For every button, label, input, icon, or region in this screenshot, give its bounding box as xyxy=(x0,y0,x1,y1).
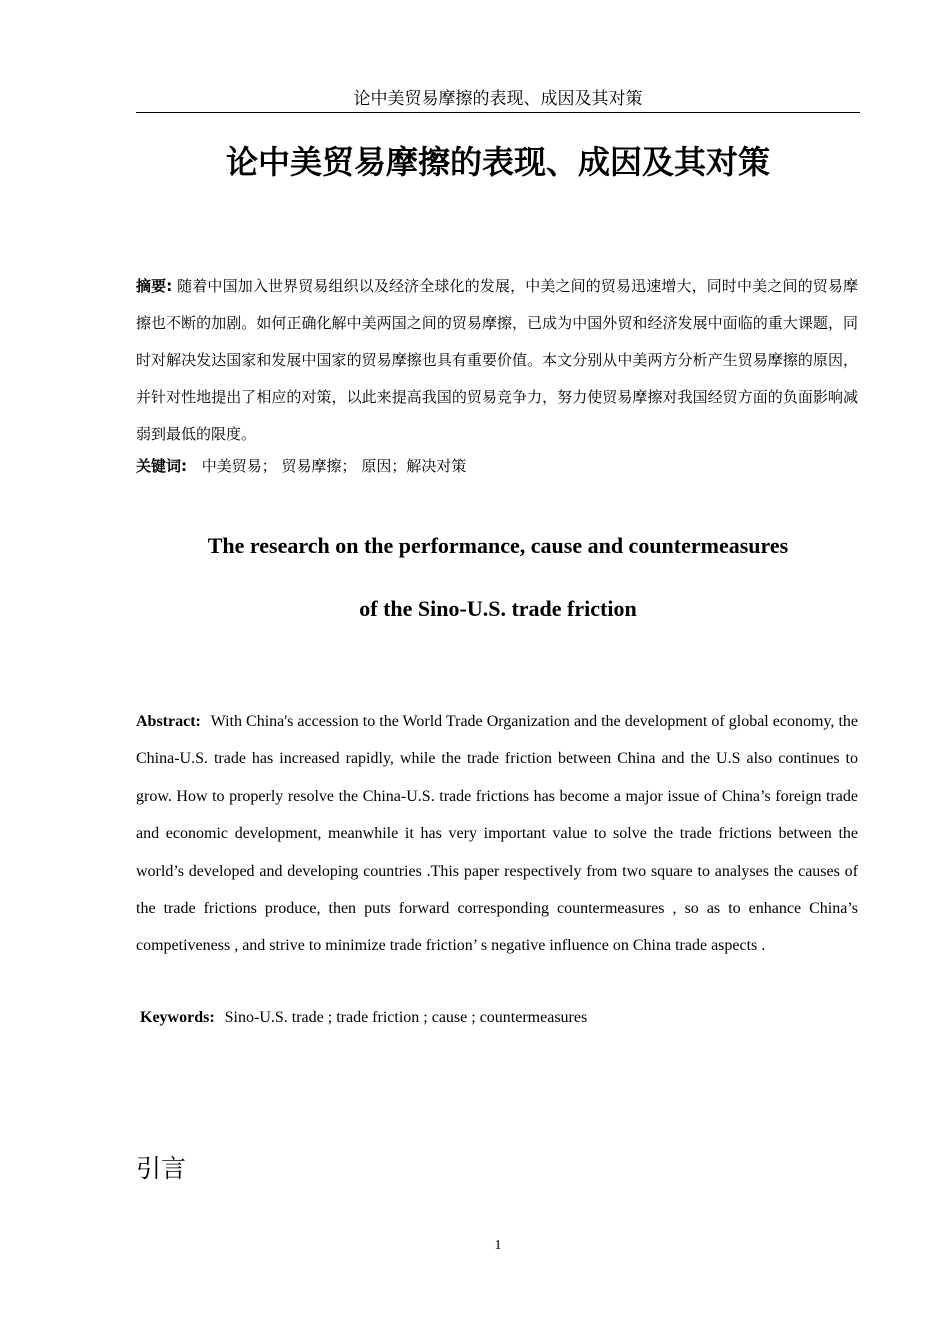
keywords-chinese-label: 关键词: xyxy=(136,457,187,475)
abstract-chinese-text: 随着中国加入世界贸易组织以及经济全球化的发展，中美之间的贸易迅速增大，同时中美之间的贸易摩擦也不断的加剧。如何正确化解中美两国之间的贸易摩擦，已成为中国外贸和经济发展中面临的重大课题，同时对解决发达国家和发展中国家的贸易摩擦也具有重要价值。本文分别从中美两方分析产生贸易摩擦的原因，并针对性地提出了相应的对策，以此来提高我国的贸易竞争力，努力使贸易摩擦对我国经贸方面的负面影响减弱到最低的限度。 xyxy=(136,277,858,443)
abstract-english xyxy=(136,703,858,965)
page-title-chinese: 论中美贸易摩擦的表现、成因及其对策 xyxy=(225,143,770,181)
running-header: 论中美贸易摩擦的表现、成因及其对策 xyxy=(136,88,860,113)
page-number: 1 xyxy=(494,1238,502,1253)
keywords-chinese-text: 中美贸易； 贸易摩擦； 原因；解决对策 xyxy=(201,457,467,475)
abstract-english-text: With China's accession to the World Trade Organization and the development of global economy, the China-U.S. trade has increased rapidly, while the trade friction between China and the U.S also continues to grow. How to properly resolve the China-U.S. trade frictions has become a major issue of China’s foreign trade and economic development, meanwhile it has very important value to solve the trade frictions between the world’s developed and developing countries .This paper respectively from two square to analyses the causes of the trade frictions produce, then puts forward corresponding countermeasures , so as to enhance China’s competiveness , and strive to minimize trade friction’ s negative influence on China trade aspects . xyxy=(136,713,859,955)
page-title-english-line1: The research on the performance, cause and countermeasures xyxy=(207,533,789,558)
abstract-english-label: Abstract: xyxy=(136,713,201,730)
keywords-english xyxy=(140,1005,860,1031)
keywords-chinese xyxy=(136,452,858,480)
abstract-chinese-label: 摘要: xyxy=(136,277,173,295)
keywords-english-text: Sino-U.S. trade ; trade friction ; cause ; countermeasures xyxy=(224,1009,588,1026)
page-title-english-line2: of the Sino-U.S. trade friction xyxy=(359,596,637,621)
abstract-chinese xyxy=(136,268,858,453)
section-heading-introduction: 引言 xyxy=(136,1154,187,1183)
keywords-english-label: Keywords: xyxy=(140,1009,215,1026)
